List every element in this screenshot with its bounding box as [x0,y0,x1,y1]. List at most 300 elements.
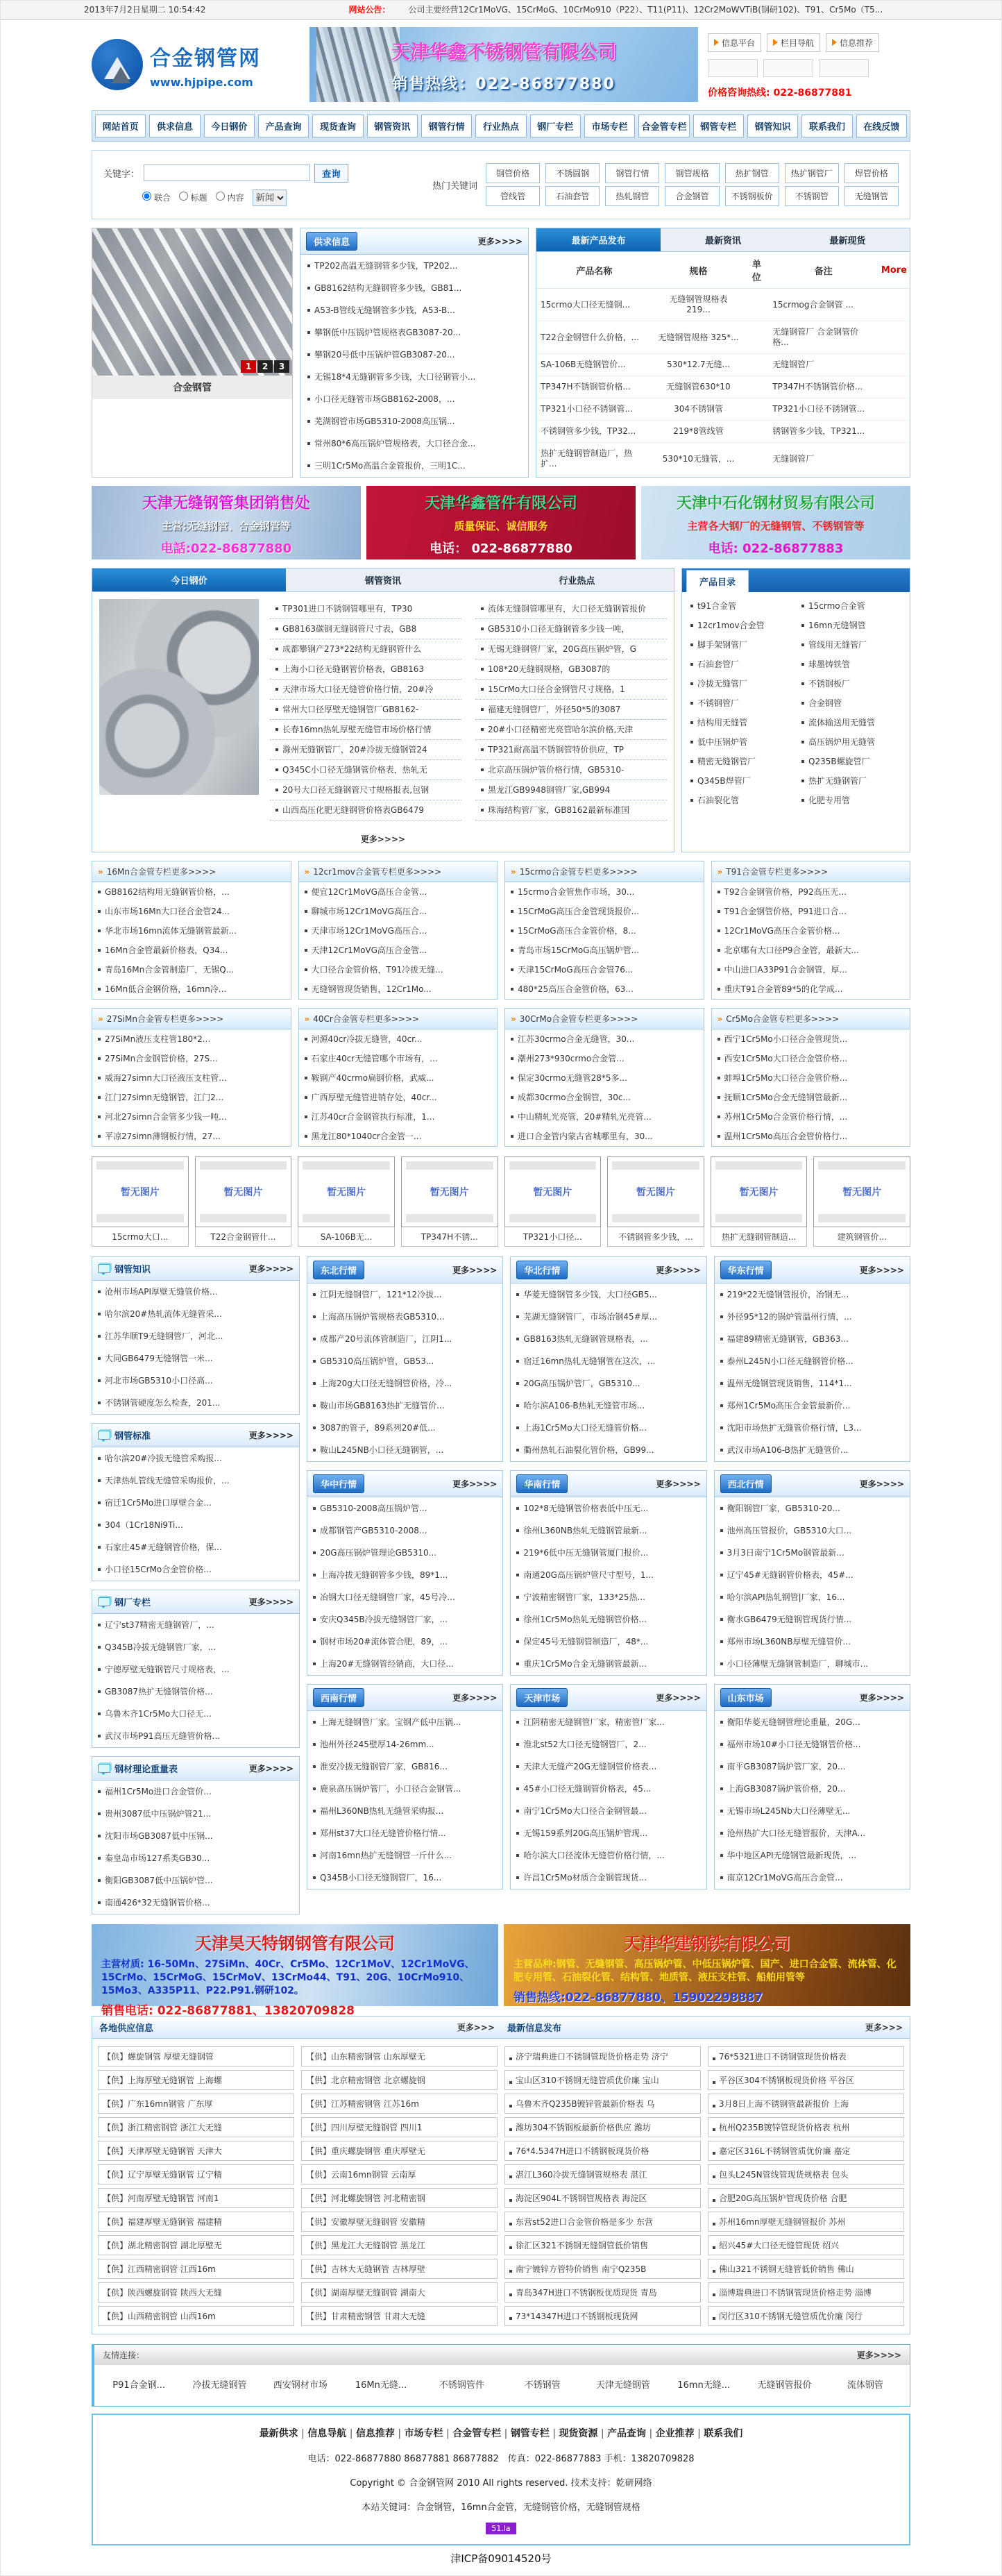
list-item[interactable]: GB5310小口径无缝钢管多少钱一吨， [475,619,667,639]
latest-item[interactable]: 湛江L360冷拔无缝钢管规格表 湛江 [504,2164,701,2184]
friend-link[interactable]: 16Mn无缝... [355,2380,407,2391]
list-item[interactable]: 南通426*32无缝钢管价格... [92,1892,299,1914]
supply-item[interactable]: 【供】浙江精密钢管 浙江大无缝 [98,2117,294,2137]
more-link[interactable]: 更多>>>> [452,1693,498,1703]
nav-item[interactable]: 合金管专栏 [638,115,689,137]
list-item[interactable]: 郑州st37大口径无缝管价格行情... [307,1822,502,1844]
list-item[interactable]: 上海GB3087锅炉管价格，20... [715,1778,910,1800]
list-item[interactable]: 进口合金管内蒙古省城哪里有，30... [505,1127,704,1146]
list-item[interactable]: 西宁1Cr5Mo小口径合金管现货... [712,1029,910,1049]
supply-item[interactable]: 【供】湖北精密钢管 湖北厚壁无 [98,2235,294,2255]
friend-link[interactable]: 不锈钢管 [524,2380,561,2391]
list-item[interactable]: 无锡市场L245Nb大口径薄壁无... [715,1800,910,1822]
quick-link-button[interactable]: 信息平台 [708,33,761,52]
latest-item[interactable]: 乌鲁木齐Q235B镀锌管最新价格表 乌 [504,2094,701,2114]
list-item[interactable]: 钢材市场20#流体管合肥，89，... [307,1631,502,1653]
tab-latest-products[interactable]: 最新产品发布 [536,228,661,251]
supply-item[interactable]: 【供】重庆螺旋钢管 重庆厚壁无 [301,2141,498,2161]
nav-item[interactable]: 现货查询 [312,115,363,137]
more-link[interactable]: 更多>>>> [859,1693,904,1703]
latest-item[interactable]: 3月8日上海不锈钢管最新报价 上海 [708,2094,904,2114]
placeholder-button[interactable] [708,59,758,77]
list-item[interactable]: 球墨铸铁管 [796,655,907,674]
table-row[interactable]: SA-106B无缝钢管价... 530*12.7无缝... 无缝钢管厂 [536,354,910,376]
list-item[interactable]: 江苏40cr合金钢管执行标准，1... [299,1107,498,1127]
supply-item[interactable]: 【供】湖南厚壁无缝钢管 湖南大 [301,2282,498,2303]
list-item[interactable]: 威海27simn大口径液压支柱管... [92,1068,291,1088]
latest-item[interactable]: 嘉定区316L不锈钢管质优价廉 嘉定 [708,2141,904,2161]
list-item[interactable]: 16Mn合金管最新价格表，Q34... [92,941,291,960]
list-item[interactable]: 河北27simn合金管多少钱一吨... [92,1107,291,1127]
list-item[interactable]: 衢州热轧石油裂化管价格，GB99... [511,1439,706,1461]
hot-keyword-tag[interactable]: 热轧钢管 [605,186,659,206]
list-item[interactable]: 上海高压锅炉管规格表GB5310... [307,1306,502,1328]
list-item[interactable]: 潮州273*930crmo合金管... [505,1049,704,1068]
list-item[interactable]: 成都攀钢产273*22结构无缝钢管什么 [270,639,461,659]
list-item[interactable]: Q345C小口径无缝钢管价格表，热轧无 [270,760,461,780]
list-item[interactable]: 宿迁1Cr5Mo进口厚壁合金... [92,1492,299,1514]
list-item[interactable]: 16mn无缝钢管 [796,616,907,635]
ad-banner-2[interactable]: 天津华鑫管件有限公司 质量保证、诚信服务 电话： 022-86877880 [366,486,636,559]
more-link[interactable]: 更多>>>> [248,1431,294,1440]
list-item[interactable]: 无锡无缝钢管厂家，20G高压锅炉管，G [475,639,667,659]
list-item[interactable]: 沈阳市场热扩无缝管价格行情，L3... [715,1417,910,1439]
list-item[interactable]: 重庆T91合金管89*5的化学成... [712,979,910,999]
tab-latest-news[interactable]: 最新资讯 [704,236,741,246]
tab-industry-hot[interactable]: 行业热点 [559,576,595,587]
latest-item[interactable]: 绍兴45#大口径无缝管现货 绍兴 [708,2235,904,2255]
products-more[interactable]: More [878,252,910,289]
list-item[interactable]: 哈尔滨20#热轧流体无缝管采... [92,1303,299,1325]
table-row[interactable]: 热扩无缝钢管制造厂，热扩... 530*10无缝管，... 无缝钢管厂 [536,443,910,475]
supply-item[interactable]: 【供】上海厚壁无缝钢管 上海螺 [98,2070,294,2090]
tab-today-price[interactable]: 今日钢价 [92,569,286,591]
list-item[interactable]: T91合金钢管价格，P91进口合... [712,902,910,921]
pager-1[interactable]: 1 [241,360,256,373]
list-item[interactable]: 三明1Cr5Mo高温合金管报价，三明1C... [300,455,528,477]
latest-item[interactable]: 平谷区304不锈钢板现货价格 平谷区 [708,2070,904,2090]
list-item[interactable]: 小口径15CrMo合金管价格... [92,1558,299,1581]
gallery-image-placeholder[interactable]: 暂无图片 [504,1156,602,1227]
list-item[interactable]: 鞍钢产40crmo扁钢价格，武威... [299,1068,498,1088]
list-item[interactable]: 不锈钢管厂 [685,693,796,713]
list-item[interactable]: 华北市场16mn流体无缝钢管最新... [92,921,291,941]
friend-link[interactable]: 西安钢材市场 [273,2380,328,2391]
list-item[interactable]: 哈尔滨API热轧钢管|厂家，16... [715,1586,910,1608]
latest-item[interactable]: 青岛347H进口不锈钢板优质现货 青岛 [504,2282,701,2303]
list-item[interactable]: 哈尔滨A106-B热轧无缝管市场... [511,1395,706,1417]
footer-nav-link[interactable]: 合金管专栏 | [452,2428,511,2439]
list-item[interactable]: 徐州1Cr5Mo热轧无缝钢管价格... [511,1608,706,1631]
gallery-image-placeholder[interactable]: 暂无图片 [195,1156,292,1227]
latest-item[interactable]: 佛山321不锈钢无缝管低价销售 佛山 [708,2259,904,2279]
list-item[interactable]: 攀钢20号低中压锅炉管GB3087-20... [300,344,528,366]
gallery-image-placeholder[interactable]: 暂无图片 [401,1156,498,1227]
catalog-title[interactable]: 产品目录 [686,570,749,592]
list-item[interactable]: 上海1Cr5Mo大口径无缝管价格... [511,1417,706,1439]
list-item[interactable]: Q345B冷拔无缝钢管厂家，... [92,1636,299,1658]
list-item[interactable]: 池州高压管报价，GB5310大口... [715,1519,910,1542]
gallery-caption[interactable]: TP321小口径... [504,1227,602,1247]
list-item[interactable]: 常州大口径厚壁无缝钢管厂GB8162- [270,700,461,720]
friend-link[interactable]: P91合金钢... [112,2380,166,2391]
list-item[interactable]: 15CrMo大口径合金钢管尺寸规格，1 [475,680,667,700]
footer-nav-link[interactable]: 企业推荐 | [656,2428,704,2439]
list-item[interactable]: 沧州市场API厚壁无缝管价格... [92,1281,299,1303]
list-item[interactable]: 郑州市场L360NB厚壁无缝管价... [715,1631,910,1653]
list-item[interactable]: 流体无缝钢管哪里有，大口径无缝钢管报价 [475,599,667,619]
quick-link-button[interactable]: 栏目导航 [767,33,820,52]
latest-item[interactable]: 济宁瑞典进口不锈钢管现货价格走势 济宁 [504,2046,701,2066]
list-item[interactable]: 流体输送用无缝管 [796,713,907,732]
list-item[interactable]: 3月3日南宁1Cr5Mo钢管最新... [715,1542,910,1564]
list-item[interactable]: 天津市场大口径无缝管价格行情，20#冷 [270,680,461,700]
supply-demand-more[interactable]: 更多>>>> [477,237,523,246]
nav-item[interactable]: 钢管专栏 [693,115,744,137]
supply-item[interactable]: 【供】吉林大无缝钢管 吉林厚壁 [301,2259,498,2279]
list-item[interactable]: 保定30crmo无缝管28*5多... [505,1068,704,1088]
list-item[interactable]: 天津12Cr1MoVG高压合金管... [299,941,498,960]
list-item[interactable]: Q345B焊管厂 [685,771,796,791]
hot-keyword-tag[interactable]: 不锈圆钢 [545,163,600,183]
gallery-caption[interactable]: 热扩无缝钢管制造... [711,1227,808,1247]
tab-latest-stock[interactable]: 最新现货 [829,236,866,246]
search-input[interactable] [144,165,310,181]
nav-item[interactable]: 钢管知识 [747,115,798,137]
list-item[interactable]: 福建无缝钢管厂，外径50*5的3087 [475,700,667,720]
list-item[interactable]: 青岛市场15CrMoG高压锅炉管... [505,941,704,960]
supply-item[interactable]: 【供】江苏精密钢管 江苏16m [301,2094,498,2114]
list-item[interactable]: 江苏华顺T9无缝钢管厂，河北... [92,1325,299,1347]
table-row[interactable]: 不锈钢管多少钱，TP32... 219*8管线管 锈钢管多少钱，TP321... [536,421,910,443]
search-button[interactable]: 查询 [314,164,348,183]
more-link[interactable]: 更多>>>> [452,1265,498,1275]
list-item[interactable]: 15CrMoG高压合金管现货报价... [505,902,704,921]
list-item[interactable]: 3087的管子，89系列20#低... [307,1417,502,1439]
footer-nav-link[interactable]: 联系我们 [704,2428,743,2439]
table-row[interactable]: TP347H不锈钢管价格... 无缝钢管630*10 TP347H不锈钢管价格... [536,376,910,398]
list-item[interactable]: 福州L360NB热轧无缝管采购报... [307,1800,502,1822]
list-item[interactable]: 泰州L245N小口径无缝钢管价格... [715,1350,910,1372]
latest-board-title[interactable]: 最新信息发布 [507,2023,562,2034]
list-item[interactable]: 青岛16Mn合金管制造厂，无锡Q... [92,960,291,979]
more-link[interactable]: 更多>>>> [248,1764,294,1774]
hot-keyword-tag[interactable]: 合金钢管 [665,186,719,206]
list-item[interactable]: 西安1Cr5Mo大口径合金管价格... [712,1049,910,1068]
latest-item[interactable]: 76*5321进口不锈钢管现货价格表 [708,2046,904,2066]
list-item[interactable]: 宁德厚壁无缝钢管尺寸规格表，... [92,1658,299,1681]
list-item[interactable]: 河南16mn热扩无缝钢管一斤什么... [307,1844,502,1867]
gallery-image-placeholder[interactable]: 暂无图片 [711,1156,808,1227]
more-link[interactable]: 更多>>>> [593,867,638,877]
list-item[interactable]: 480*25高压合金管价格，63... [505,979,704,999]
list-item[interactable]: 重庆1Cr5Mo合金无缝钢管最新... [511,1653,706,1675]
list-item[interactable]: 304（1Cr18Ni9Ti... [92,1514,299,1536]
footer-nav-link[interactable]: 钢管专栏 | [511,2428,559,2439]
gallery-image-placeholder[interactable]: 暂无图片 [813,1156,910,1227]
latest-item[interactable]: 淄博瑞典进口不锈钢管现货价格走势 淄博 [708,2282,904,2303]
list-item[interactable]: 成都30crmo合金钢管，30c... [505,1088,704,1107]
list-item[interactable]: 辽宁st37精密无缝钢管厂，... [92,1614,299,1636]
hot-keyword-tag[interactable]: 不锈钢管 [785,186,839,206]
header-ad-banner[interactable] [309,27,698,102]
ad-banner-huajian[interactable]: 天津华建钢铁有限公司 主营品种:钢管、无缝钢管、高压锅炉管、中低压锅炉管、国产、进口合金管、流体管、化肥专用管、石油裂化管、结构管、地质管、液压支柱管、船舶用管等 销售热线:022-86877880、15902298887 [504,1924,910,2006]
hot-keyword-tag[interactable]: 焊管价格 [844,163,899,183]
nav-item[interactable]: 网站首页 [95,115,146,137]
supply-item[interactable]: 【供】天津厚壁无缝钢管 天津大 [98,2141,294,2161]
friend-link[interactable]: 16mn无缝... [677,2380,731,2391]
hot-keyword-tag[interactable]: 管线管 [486,186,540,206]
list-item[interactable]: GB8163碳钢无缝钢管尺寸表，GB8 [270,619,461,639]
list-item[interactable]: 黑龙江80*1040cr合金管一... [299,1127,498,1146]
list-item[interactable]: 哈尔滨大口径流体无缝管价格行情，... [511,1844,706,1867]
supply-board-more[interactable]: 更多>>> [457,2023,495,2032]
more-link[interactable]: 更多>>>> [783,867,829,877]
supply-board-title[interactable]: 各地供应信息 [99,2023,154,2034]
list-item[interactable]: 小口径薄壁无缝钢管制造厂，聊城市... [715,1653,910,1675]
latest-item[interactable]: 76*4.5347H进口不锈钢板现货价格 [504,2141,701,2161]
tab-pipe-news[interactable]: 钢管资讯 [364,576,401,587]
list-item[interactable]: 天津热轧管线无缝管采购报价，... [92,1470,299,1492]
hot-keyword-tag[interactable]: 热扩钢管 [725,163,779,183]
list-item[interactable]: 鞍山市场GB8163热扩无缝管价... [307,1395,502,1417]
ad-banner-haotian[interactable]: 天津昊天特钢钢管有限公司 主营材质: 16-50Mn、27SiMn、40Cr、Cr5Mo、12Cr1MoV、12Cr1MoVG、15CrMo、15CrMoG、15CrMoV、13CrMo44、T91、20G、10CrMo910、15Mo3、A335P11、P22.P91.钢研102。 销售电话: 022-86877881、13820709828 [92,1924,498,2006]
list-item[interactable]: 乌鲁木齐1Cr5Mo大口径无... [92,1703,299,1725]
list-item[interactable]: 合金钢管 [796,693,907,713]
nav-item[interactable]: 在线反馈 [856,115,907,137]
list-item[interactable]: 贵州3087低中压锅炉管21... [92,1803,299,1825]
list-item[interactable]: 脚手架钢管厂 [685,635,796,655]
category-select[interactable] [253,190,287,206]
latest-item[interactable]: 东营st52进口合金管价格是多少 东营 [504,2212,701,2232]
list-item[interactable]: 广西厚壁无缝管进销存处，40cr... [299,1088,498,1107]
list-item[interactable]: 上海20#无缝钢管经销商，大口径... [307,1653,502,1675]
ad-banner-1[interactable]: 天津无缝钢管集团销售处 主营:无缝钢管、合金钢管等 电話:022-86877880 [92,486,361,559]
list-item[interactable]: 不锈钢板厂 [796,674,907,693]
gallery-caption[interactable]: SA-106B无... [298,1227,395,1247]
more-link[interactable]: 更多>>>> [656,1265,701,1275]
list-item[interactable]: 20G高压锅炉管理论GB5310... [307,1542,502,1564]
list-item[interactable]: Q235B螺旋管厂 [796,752,907,771]
more-link[interactable]: 更多>>>> [171,867,216,877]
supply-item[interactable]: 【供】江西精密钢管 江西16m [98,2259,294,2279]
latest-item[interactable]: 苏州16mn厚壁无缝钢管报价 苏州 [708,2212,904,2232]
list-item[interactable]: 不锈钢管硬度怎么检查，201... [92,1392,299,1414]
stats-badge[interactable]: 51.la [486,2523,516,2534]
nav-item[interactable]: 行业热点 [475,115,526,137]
list-item[interactable]: 长春16mn热轧厚壁无缝管市场价格行情 [270,720,461,740]
list-item[interactable]: 衡阳华菱无缝钢管理论重量，20G... [715,1711,910,1733]
pager-3[interactable]: 3 [274,360,289,373]
list-item[interactable]: 保定45号无缝钢管制造厂，48*... [511,1631,706,1653]
pipe-image[interactable] [99,599,259,795]
footer-nav-link[interactable]: 市场专栏 | [405,2428,453,2439]
list-item[interactable]: 大同GB6479无缝钢管一米... [92,1347,299,1370]
list-item[interactable]: 石油裂化管 [685,791,796,810]
latest-item[interactable]: 合肥20G高压锅炉管现货价格 合肥 [708,2188,904,2208]
supply-item[interactable]: 【供】安徽厚壁无缝钢管 安徽精 [301,2212,498,2232]
more-link[interactable]: 更多>>>> [178,1014,224,1024]
list-item[interactable]: 福州1Cr5Mo进口合金管价... [92,1781,299,1803]
supply-item[interactable]: 【供】北京精密钢管 北京螺旋钢 [301,2070,498,2090]
list-item[interactable]: 219*6低中压无缝钢管厦门报价... [511,1542,706,1564]
list-item[interactable]: 石油套管厂 [685,655,796,674]
nav-item[interactable]: 联系我们 [801,115,852,137]
table-row[interactable]: 15crmo大口径无缝钢... 无缝钢管规格表 219... 15crmog合金钢管 ... [536,289,910,321]
list-item[interactable]: 福州市场10#小口径无缝钢管价格... [715,1733,910,1756]
list-item[interactable]: 武汉市场P91高压无缝管价格... [92,1725,299,1747]
hot-keyword-tag[interactable]: 石油套管 [545,186,600,206]
list-item[interactable]: Q345B小口径无缝钢管厂，16... [307,1867,502,1889]
list-item[interactable]: 河源40cr冷拔无缝管，40cr... [299,1029,498,1049]
list-item[interactable]: 温州1Cr5Mo高压合金管价格行... [712,1127,910,1146]
list-item[interactable]: 鞍山L245NB小口径无缝钢管，... [307,1439,502,1461]
list-item[interactable]: 沈阳市场GB3087低中压锅... [92,1825,299,1847]
list-item[interactable]: 热扩无缝钢管厂 [796,771,907,791]
list-item[interactable]: 南京12Cr1MoVG高压合金管... [715,1867,910,1889]
list-item[interactable]: 沧州热扩大口径无缝管报价，天津A... [715,1822,910,1844]
more-link[interactable]: 更多>>>> [452,1479,498,1489]
list-item[interactable]: 南通20G高压锅炉管尺寸型号，1... [511,1564,706,1586]
list-item[interactable]: 福建89精密无缝钢管，GB363... [715,1328,910,1350]
list-item[interactable]: 池州外径245壁厚14-26mm... [307,1733,502,1756]
list-item[interactable]: 管线用无缝管厂 [796,635,907,655]
supply-item[interactable]: 【供】云南16mn钢管 云南厚 [301,2164,498,2184]
list-item[interactable]: 27SiMn液压支柱管180*2... [92,1029,291,1049]
list-item[interactable]: 20#小口径精密光亮管哈尔滨价格,天津 [475,720,667,740]
list-item[interactable]: GB8162结构用无缝钢管价格，... [92,882,291,902]
hot-keyword-tag[interactable]: 热扩钢管厂 [785,163,839,183]
more-link[interactable]: 更多>>>> [794,1014,840,1024]
nav-item[interactable]: 供求信息 [149,115,200,137]
list-item[interactable]: 石家庄40cr无缝管哪个市场有，... [299,1049,498,1068]
list-item[interactable]: 北京哪有大口径P9合金管，最新大... [712,941,910,960]
list-item[interactable]: GB5310高压锅炉管，GB53... [307,1350,502,1372]
list-item[interactable]: 淮安冷拔无缝钢管厂家，GB816... [307,1756,502,1778]
list-item[interactable]: 219*22无缝钢管报价，冶钢无... [715,1283,910,1306]
list-item[interactable]: 南平GB3087锅炉管厂家，20... [715,1756,910,1778]
footer-nav-link[interactable]: 现货资源 | [559,2428,607,2439]
list-item[interactable]: 小口径无缝管市场GB8162-2008，... [300,388,528,410]
list-item[interactable]: 宁波精密钢管厂家，133*25热... [511,1586,706,1608]
list-item[interactable]: 温州无缝钢管现货销售，114*1... [715,1372,910,1395]
list-item[interactable]: 河北市场GB5310小口径高... [92,1370,299,1392]
latest-item[interactable]: 徐汇区321不锈钢无缝钢管低价销售 [504,2235,701,2255]
supply-item[interactable]: 【供】甘肃精密钢管 甘肃大无缝 [301,2306,498,2326]
nav-item[interactable]: 市场专栏 [584,115,635,137]
list-item[interactable]: 珠海结构管厂家，GB8162最新标准国 [475,800,667,820]
latest-item[interactable]: 南宁镀锌方管特价销售 南宁Q235B [504,2259,701,2279]
scope-radio-union[interactable] [142,192,151,201]
supply-demand-title[interactable]: 供求信息 [306,232,357,251]
list-item[interactable]: t91合金管 [685,596,796,616]
supply-item[interactable]: 【供】河北螺旋钢管 河北精密钢 [301,2188,498,2208]
list-item[interactable]: 冷拔无缝管厂 [685,674,796,693]
list-item[interactable]: 芜湖钢管市场GB5310-2008高压锅... [300,410,528,432]
list-item[interactable]: 郑州1Cr5Mo高压合金管最新价... [715,1395,910,1417]
list-item[interactable]: 45#小口径无缝钢管价格表，45... [511,1778,706,1800]
more-link[interactable]: 更多>>>> [374,1014,420,1024]
list-item[interactable]: 攀钢低中压锅炉管规格表GB3087-20... [300,321,528,344]
list-item[interactable]: 108*20无缝钢规格，GB3087的 [475,659,667,680]
scope-radio-title[interactable] [179,192,188,201]
list-item[interactable]: 衡阳钢管厂家，GB5310-20... [715,1497,910,1519]
friend-link[interactable]: 不锈钢管件 [439,2380,484,2391]
supply-item[interactable]: 【供】山东精密钢管 山东厚壁无 [301,2046,498,2066]
hot-keyword-tag[interactable]: 钢管价格 [486,163,540,183]
friend-link[interactable]: 天津无缝钢管 [595,2380,650,2391]
placeholder-button[interactable] [819,59,869,77]
list-item[interactable]: 20G高压锅炉管厂，GB5310... [511,1372,706,1395]
list-item[interactable]: 蚌埠1Cr5Mo大口径合金管价格... [712,1068,910,1088]
supply-item[interactable]: 【供】螺旋钢管 厚壁无缝钢管 [98,2046,294,2066]
list-item[interactable]: 宿迁16mn热轧无缝钢管在这次，... [511,1350,706,1372]
list-item[interactable]: TP202高温无缝钢管多少钱，TP202... [300,255,528,277]
pager-2[interactable]: 2 [257,360,273,373]
list-item[interactable]: 无锡159系列20G高压锅炉管现... [511,1822,706,1844]
footer-nav-link[interactable]: 产品查询 | [607,2428,656,2439]
latest-item[interactable]: 杭州Q235B镀锌管现货价格表 杭州 [708,2117,904,2137]
site-logo[interactable] [92,39,300,90]
more-link[interactable]: 更多>>>> [593,1014,638,1024]
list-item[interactable]: 江阴无缝钢管厂，121*12冷拔... [307,1283,502,1306]
list-item[interactable]: 华中地区API无缝钢管最新现货，... [715,1844,910,1867]
hot-keyword-tag[interactable]: 钢管规格 [665,163,719,183]
friend-links-more[interactable]: 更多>>>> [856,2350,901,2360]
list-item[interactable]: 12cr1mov合金管 [685,616,796,635]
list-item[interactable]: 15CrMoG高压合金管价格，8... [505,921,704,941]
supply-item[interactable]: 【供】广东16mn钢管 广东厚 [98,2094,294,2114]
latest-item[interactable]: 海淀区904L不锈钢管规格表 海淀区 [504,2188,701,2208]
list-item[interactable]: TP321耐高温不锈钢管特价供应，TP [475,740,667,760]
list-item[interactable]: 苏州1Cr5Mo合金管价格行情，... [712,1107,910,1127]
more-link[interactable]: 更多>>>> [248,1264,294,1274]
list-item[interactable]: 南宁1Cr5Mo大口径合金钢管最... [511,1800,706,1822]
list-item[interactable]: 抚顺1Cr5Mo合金无缝钢管最新... [712,1088,910,1107]
more-link[interactable]: 更多>>>> [656,1693,701,1703]
list-item[interactable]: 安庆Q345B冷拔无缝钢管厂家，... [307,1608,502,1631]
nav-item[interactable]: 钢管行情 [421,115,472,137]
footer-nav-link[interactable]: 最新供求 | [260,2428,308,2439]
gallery-caption[interactable]: TP347H不锈... [401,1227,498,1247]
list-item[interactable]: 结构用无缝管 [685,713,796,732]
list-item[interactable]: 滁州无缝钢管厂，20#冷拔无缝钢管24 [270,740,461,760]
list-item[interactable]: 低中压锅炉管 [685,732,796,752]
friend-link[interactable]: 流体钢管 [847,2380,883,2391]
list-item[interactable]: 高压锅炉用无缝管 [796,732,907,752]
list-item[interactable]: 许昌1Cr5Mo材质合金钢管现货... [511,1867,706,1889]
list-item[interactable]: A53-B管线无缝钢管多少钱，A53-B... [300,299,528,321]
latest-item[interactable]: 包头L245N管线管现货规格表 包头 [708,2164,904,2184]
nav-item[interactable]: 钢管资讯 [367,115,418,137]
list-item[interactable]: 鹿泉高压锅炉管厂，小口径合金钢管... [307,1778,502,1800]
list-item[interactable]: 聊城市场12Cr1MoVG高压合... [299,902,498,921]
gallery-caption[interactable]: 建筑钢管价... [813,1227,910,1247]
list-item[interactable]: 平凉27simn薄钢板行情，27... [92,1127,291,1146]
list-item[interactable]: 徐州L360NB热轧无缝钢管最新... [511,1519,706,1542]
list-item[interactable]: 102*8无缝钢管价格表低中压无... [511,1497,706,1519]
list-item[interactable]: 华菱无缝钢管多少钱，大口径GB5... [511,1283,706,1306]
list-item[interactable]: 27SiMn合金钢管价格，27S... [92,1049,291,1068]
hot-keyword-tag[interactable]: 无缝钢管 [844,186,899,206]
list-item[interactable]: 江门27simn无缝钢管，江门2... [92,1088,291,1107]
list-item[interactable]: 芜湖无缝钢管厂，市场冶钢45#厚... [511,1306,706,1328]
gallery-caption[interactable]: 15crmo大口... [92,1227,189,1247]
table-row[interactable]: TP321小口径不锈钢管... 304不锈钢管 TP321小口径不锈钢管... [536,398,910,421]
hot-keyword-tag[interactable]: 不锈钢板价 [725,186,779,206]
list-item[interactable]: 衡阳GB3087低中压锅炉管... [92,1869,299,1892]
list-item[interactable]: 天津大无缝产20G无缝钢管价格表... [511,1756,706,1778]
